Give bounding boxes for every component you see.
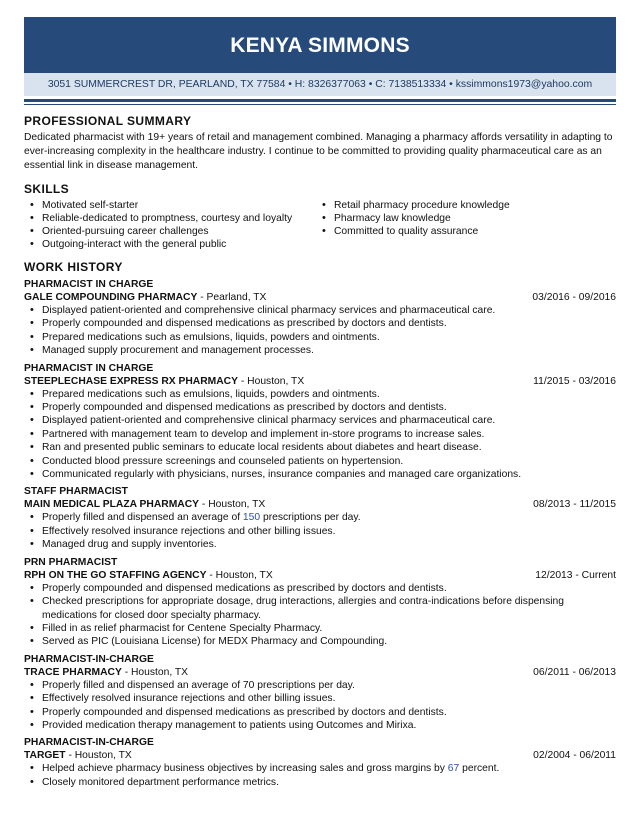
company-name: TRACE PHARMACY	[24, 666, 122, 678]
company-name: MAIN MEDICAL PLAZA PHARMACY	[24, 499, 200, 511]
duty-item: • Prepared medications such as emulsions, liquids, powders and ointments.	[24, 388, 616, 401]
duty-item: • Properly filled and dispensed an average of 70 prescriptions per day.	[24, 679, 616, 692]
job-location: - Houston, TX	[199, 499, 266, 511]
job-title: PHARMACIST IN CHARGE	[24, 279, 154, 290]
job-employer-line	[24, 498, 616, 511]
job-duties	[24, 304, 616, 358]
skill-item: • Committed to quality assurance	[316, 225, 616, 238]
job-dates: 11/2015 - 03/2016	[533, 375, 616, 387]
header-band	[24, 17, 616, 73]
job-entry	[24, 485, 616, 551]
company-name: GALE COMPOUNDING PHARMACY	[24, 292, 198, 303]
job-entry	[24, 653, 616, 733]
skills-list	[24, 199, 616, 251]
duty-item: • Partnered with management team to develop and implement in-store programs to increase sales.	[24, 428, 616, 441]
skills-heading: SKILLS	[24, 182, 70, 196]
job-dates: 06/2011 - 06/2013	[533, 666, 616, 678]
job-entry	[24, 736, 616, 789]
job-employer-line	[24, 375, 616, 388]
employer	[24, 569, 273, 582]
job-entry	[24, 278, 616, 358]
skill-item: • Motivated self-starter	[24, 199, 316, 212]
company-name: RPH ON THE GO STAFFING AGENCY	[24, 569, 207, 581]
employer	[24, 498, 265, 511]
job-entry	[24, 362, 616, 482]
work-history-list	[24, 278, 616, 789]
employer	[24, 666, 188, 679]
resume-page	[24, 17, 616, 789]
duty-item: • Ran and presented public seminars to educate local residents about diabetes and heart disease.	[24, 441, 616, 454]
duty-item: • Conducted blood pressure screenings and counseled patients on hypertension.	[24, 455, 616, 468]
summary-text: Dedicated pharmacist with 19+ years of retail and management combined. Managing a pharmacy affords versatility in adapting to ever-increasing complexity in the healthcare industry. I continue to be committed to providing quality pharmaceutical care as an essential link in disease management.	[24, 132, 613, 171]
duty-item: • Helped achieve pharmacy business objectives by increasing sales and gross margins by 67 percent.	[24, 762, 616, 775]
job-entry	[24, 556, 616, 649]
work-history-heading: WORK HISTORY	[24, 260, 123, 274]
job-dates: 03/2016 - 09/2016	[532, 292, 616, 303]
job-dates: 02/2004 - 06/2011	[533, 750, 616, 762]
skills-column-right	[316, 199, 616, 251]
skill-item: • Reliable-dedicated to promptness, courtesy and loyalty	[24, 212, 316, 225]
divider	[24, 99, 616, 102]
duty-item: • Properly compounded and dispensed medications as prescribed by doctors and dentists.	[24, 582, 616, 595]
duty-item: • Properly compounded and dispensed medications as prescribed by doctors and dentists.	[24, 706, 616, 719]
contact-info: 3051 SUMMERCREST DR, PEARLAND, TX 77584 • H: 8326377063 • C: 7138513334 • kssimmons1973@yahoo.com	[24, 73, 616, 96]
job-title: PHARMACIST-IN-CHARGE	[24, 737, 154, 749]
job-employer-line	[24, 569, 616, 582]
job-location: - Pearland, TX	[197, 292, 267, 303]
duty-item: • Displayed patient-oriented and comprehensive clinical pharmacy services and pharmaceutical care.	[24, 304, 616, 317]
job-dates: 08/2013 - 11/2015	[533, 499, 616, 511]
summary-heading: PROFESSIONAL SUMMARY	[24, 114, 192, 128]
duty-item: • Provided medication therapy management to patients using Outcomes and Mirixa.	[24, 719, 616, 732]
skill-item: • Retail pharmacy procedure knowledge	[316, 199, 616, 212]
duty-item: • Displayed patient-oriented and comprehensive clinical pharmacy services and pharmaceutical care.	[24, 414, 616, 427]
duty-item: • Managed supply procurement and management processes.	[24, 344, 616, 357]
company-name: STEEPLECHASE EXPRESS RX PHARMACY	[24, 375, 238, 387]
company-name: TARGET	[24, 750, 66, 762]
employer	[24, 291, 266, 304]
job-duties	[24, 679, 616, 733]
job-location: - Houston, TX	[206, 569, 273, 581]
duty-item: • Properly filled and dispensed an average of 150 prescriptions per day.	[24, 511, 616, 524]
job-duties	[24, 511, 616, 551]
job-employer-line	[24, 666, 616, 679]
job-title: STAFF PHARMACIST	[24, 486, 128, 498]
duty-item: • Effectively resolved insurance rejections and other billing issues.	[24, 692, 616, 705]
divider	[24, 104, 616, 105]
employer	[24, 375, 304, 388]
job-duties	[24, 762, 616, 789]
highlight-number: 67	[447, 763, 460, 775]
skill-item: • Oriented-pursuing career challenges	[24, 225, 316, 238]
job-employer-line	[24, 749, 616, 762]
duty-item: • Communicated regularly with physicians, nurses, insurance companies and managed care organizations.	[24, 468, 616, 481]
skill-item: • Outgoing-interact with the general public	[24, 238, 316, 251]
duty-item: • Effectively resolved insurance rejections and other billing issues.	[24, 525, 616, 538]
duty-item: • Checked prescriptions for appropriate dosage, drug interactions, allergies and contra-indications before dispensing medications for closed door specialty pharmacy.	[24, 595, 616, 622]
job-location: - Houston, TX	[238, 375, 305, 387]
candidate-name: KENYA SIMMONS	[230, 34, 410, 57]
job-duties	[24, 582, 616, 649]
duty-item: • Closely monitored department performance metrics.	[24, 776, 616, 789]
skill-item: • Pharmacy law knowledge	[316, 212, 616, 225]
job-title: PHARMACIST-IN-CHARGE	[24, 653, 154, 665]
job-duties	[24, 388, 616, 482]
job-title: PRN PHARMACIST	[24, 556, 118, 568]
duty-item: • Prepared medications such as emulsions, liquids, powders and ointments.	[24, 331, 616, 344]
job-title: PHARMACIST IN CHARGE	[24, 362, 154, 374]
duty-item: • Managed drug and supply inventories.	[24, 538, 616, 551]
job-dates: 12/2013 - Current	[535, 569, 616, 581]
duty-item: • Properly compounded and dispensed medications as prescribed by doctors and dentists.	[24, 401, 616, 414]
job-location: - Houston, TX	[65, 750, 132, 762]
duty-item: • Served as PIC (Louisiana License) for MEDX Pharmacy and Compounding.	[24, 635, 616, 648]
duty-item: • Properly compounded and dispensed medications as prescribed by doctors and dentists.	[24, 317, 616, 330]
duty-item: • Filled in as relief pharmacist for Centene Specialty Pharmacy.	[24, 622, 616, 635]
job-employer-line	[24, 291, 616, 304]
skills-column-left	[24, 199, 316, 251]
highlight-number: 150	[242, 512, 261, 524]
job-location: - Houston, TX	[121, 666, 189, 678]
employer	[24, 749, 132, 762]
